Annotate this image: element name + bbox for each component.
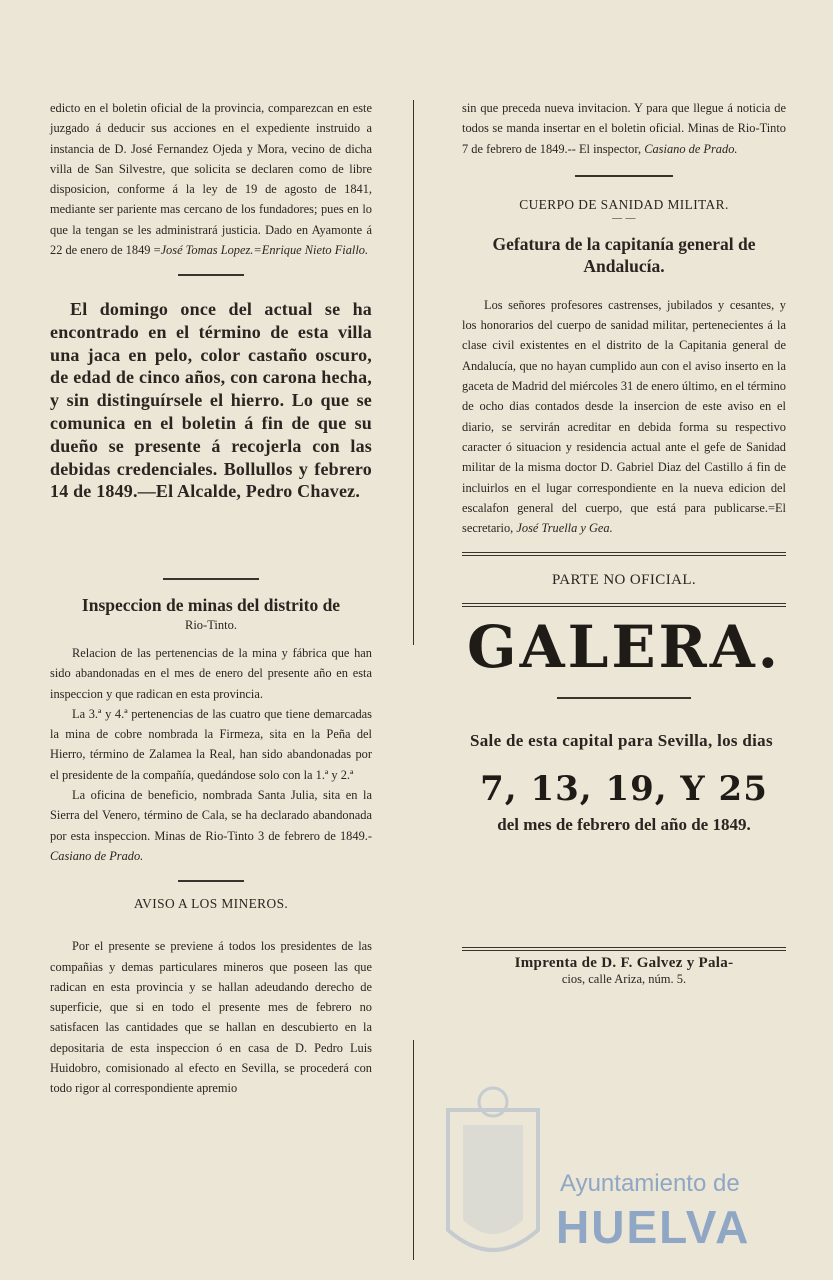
miners-paragraph: Por el presente se previene á todos los presidentes de las compañias y demas particulares mineros que poseen las que radican en esta provincia y se hallan adeudando derecho de superficie, que si en todo el presente mes de febrero no satisfacen las cantidades que se hallan en descubierto en la depositaria de esta inspeccion ó en casa de D. Pedro Luis Huidobro, comisionado al efecto en Sevilla, se procederá con todo rigor al correspondiente apremio xyxy=(50,939,372,1096)
parte-heading: PARTE NO OFICIAL. xyxy=(551,572,697,589)
section-separator xyxy=(163,578,259,580)
mines-heading: Inspeccion de minas del distrito de xyxy=(81,595,341,615)
military-dash: — — xyxy=(612,212,636,224)
watermark-text-2: HUELVA xyxy=(556,1201,751,1253)
column-divider-lower xyxy=(413,1040,414,1260)
departure-dates: 7, 13, 19, Y 25 xyxy=(480,769,768,810)
bollullos-notice: El domingo once del actual se ha encontrado en el término de esta villa una jaca en pelo, color castaño oscuro, de edad de cinco años, con carona hecha, y sin distinguírsele el hierro. Lo que se comunica en el boletin á fin de que su dueño se presente á recojerla con las debidas credenciales. Bollullos y febrero 14 de 1849.—El Alcalde, Pedro Chavez. xyxy=(50,299,372,502)
watermark-text-1: Ayuntamiento de xyxy=(560,1170,740,1197)
right-column xyxy=(462,98,786,987)
imprenta-line-2: cios, calle Ariza, núm. 5. xyxy=(561,972,687,987)
double-rule xyxy=(462,947,786,951)
edict-paragraph: edicto en el boletin oficial de la provincia, comparezcan en este juzgado á deducir sus acciones en el expediente instruido a instancia de D. José Fernandez Ojeda y Mora, vecino de dicha villa de San Silvestre, que solicita se declaren como de libre disposicion, conforme á la ley de 19 de agosto de 1841, mediante ser pariente mas cercano de los fundadores; pues en lo que la tengan se les administrará justicia. Dado en Ayamonte á 22 de enero de 1849 =José Tomas Lopez.=Enrique Nieto Fiallo. xyxy=(50,101,372,258)
left-column xyxy=(50,98,372,1099)
double-rule xyxy=(462,552,786,556)
miners-heading: AVISO A LOS MINEROS. xyxy=(133,896,289,912)
sale-text: Sale de esta capital para Sevilla, los dias xyxy=(470,731,773,751)
military-subheading: Gefatura de la capitanía general de Andalucía. xyxy=(492,233,756,276)
month-text: del mes de febrero del año de 1849. xyxy=(497,815,751,835)
military-paragraph: Los señores profesores castrenses, jubilados y cesantes, y los honorarios del cuerpo de sanidad militar, pertenecientes á la clase civil existentes en el distrito de la Capitania general de Andalucía, que no hayan cumplido aun con el aviso inserto en la gaceta de Madrid del miércoles 31 de enero último, en el término de ocho dias contados desde la insercion de este aviso en el diario, se servirán acreditar en debida forma su respectivo caracter ó situacion y residencia actual ante el gefe de Sanidad militar de la misma doctor D. Gabriel Diaz del Castillo á fin de incluirlos en el lugar correspondiente en la nueva edicion del escalafon general del cuerpo, que está para publicarse.=El secretario, José Truella y Gea. xyxy=(462,297,786,536)
section-separator xyxy=(557,697,691,699)
column-divider xyxy=(413,100,414,645)
continuation-paragraph: sin que preceda nueva invitacion. Y para que llegue á noticia de todos se manda insertar en el boletin oficial. Minas de Rio-Tinto 7 de febrero de 1849.-- El inspector, Casiano de Prado. xyxy=(462,101,786,156)
mines-paragraph-2: La 3.ª y 4.ª pertenencias de las cuatro que tiene demarcadas la mina de cobre nombrada la Firmeza, sita en la Peña del Hierro, término de Zalamea la Real, han sido abandonadas por el presidente de la compañía, quedándose solo con la 1.ª y 2.ª xyxy=(50,706,372,782)
mines-paragraph-3: La oficina de beneficio, nombrada Santa Julia, sita en la Sierra del Venero, término de Cala, se ha declarado abandonada por esta inspeccion. Minas de Rio-Tinto 3 de febrero de 1849.-Casiano de Prado. xyxy=(50,788,372,863)
military-heading: CUERPO DE SANIDAD MILITAR. xyxy=(519,196,729,212)
section-separator xyxy=(178,880,244,882)
mines-paragraph-1: Relacion de las pertenencias de la mina y fábrica que han sido abandonadas en el mes de enero del presente año en esta inspeccion y que radican en esta provincia. xyxy=(50,646,372,701)
double-rule xyxy=(462,603,786,607)
section-separator xyxy=(178,274,244,276)
section-separator xyxy=(575,175,673,177)
galera-title: GALERA. xyxy=(467,613,781,682)
imprenta-line-1: Imprenta de D. F. Galvez y Pala- xyxy=(514,955,734,972)
mines-subheading: Rio-Tinto. xyxy=(185,618,237,632)
